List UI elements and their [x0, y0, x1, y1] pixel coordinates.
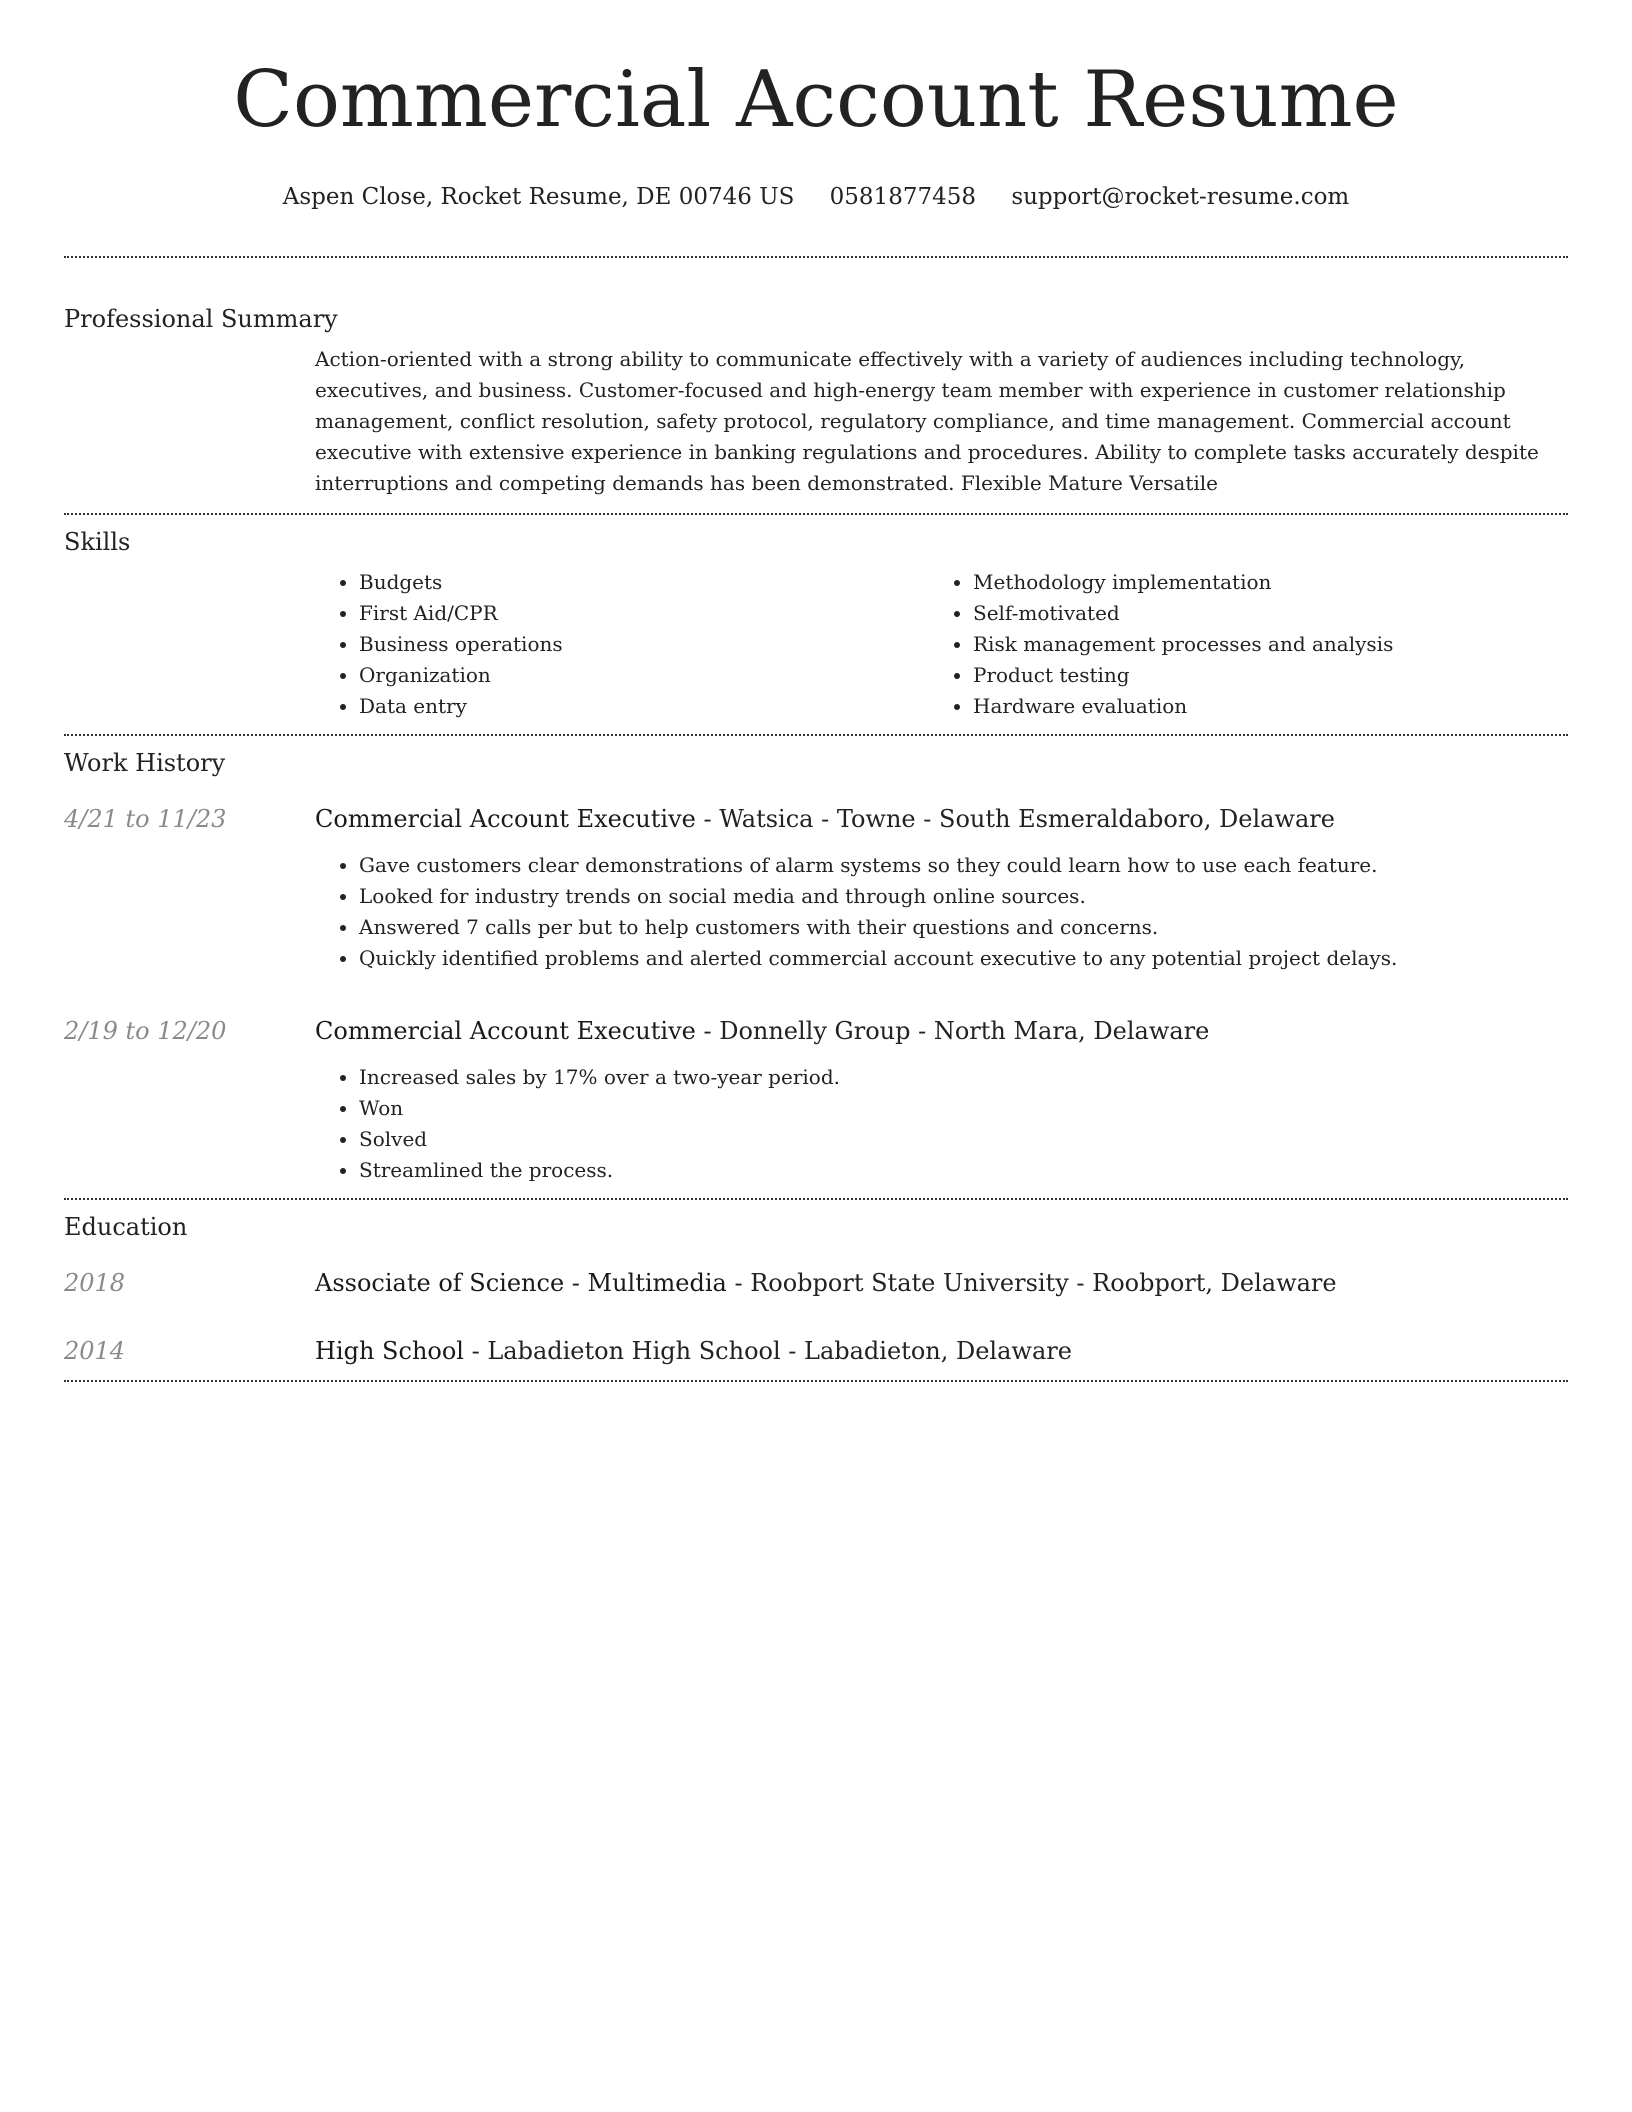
- resume-title: Commercial Account Resume: [233, 55, 1399, 145]
- skill-item: • Data entry: [359, 691, 929, 722]
- skill-item: • Hardware evaluation: [973, 691, 1543, 722]
- education-heading-line: [315, 1334, 1568, 1368]
- work-heading-line: [315, 802, 1568, 836]
- work-entry: [64, 1014, 1568, 1186]
- skill-item: • Budgets: [359, 567, 929, 598]
- summary-heading: Professional Summary: [64, 305, 338, 333]
- skill-item: • Product testing: [973, 660, 1543, 691]
- work-bullet: • Looked for industry trends on social media and through online sources.: [359, 881, 1568, 912]
- work-bullet: • Increased sales by 17% over a two-year period.: [359, 1062, 1568, 1093]
- contact-line: [64, 182, 1568, 212]
- skill-item: • Business operations: [359, 629, 929, 660]
- job-title: Commercial Account Executive: [315, 1017, 696, 1045]
- education-heading: Education: [64, 1213, 188, 1241]
- job-title: Commercial Account Executive: [315, 805, 696, 833]
- education-date: 2018: [64, 1269, 126, 1297]
- degree: Associate of Science - Multimedia: [315, 1269, 727, 1297]
- skills-column-left: [315, 567, 929, 722]
- work-heading-line: [315, 1014, 1568, 1048]
- school: - Labadieton High School - Labadieton, Delaware: [463, 1337, 1072, 1365]
- degree: High School: [315, 1337, 464, 1365]
- job-employer: - Donnelly Group - North Mara, Delaware: [695, 1017, 1210, 1045]
- summary-text: Action-oriented with a strong ability to communicate effectively with a variety of audiences including technology, executives, and business. Customer-focused and high-energy team member with experience in customer relationship management, conflict resolution, safety protocol, regulatory compliance, and time management. Commercial account executive with extensive experience in banking regulations and procedures. Ability to complete tasks accurately despite interruptions and competing demands has been demonstrated. Flexible Mature Versatile: [315, 347, 1539, 495]
- work-bullet: • Won: [359, 1093, 1568, 1124]
- work-date: 2/19 to 12/20: [64, 1017, 227, 1045]
- education-entry: [64, 1334, 1568, 1368]
- contact-address: Aspen Close, Rocket Resume, DE 00746 US: [282, 184, 795, 210]
- resume-page: [64, 0, 1568, 1382]
- skill-item: • Risk management processes and analysis: [973, 629, 1543, 660]
- skills-heading: Skills: [64, 528, 131, 556]
- work-bullets: [315, 1062, 1568, 1186]
- education-date: 2014: [64, 1337, 126, 1365]
- work-bullet: • Streamlined the process.: [359, 1155, 1568, 1186]
- skill-item: • First Aid/CPR: [359, 598, 929, 629]
- work-bullet: • Gave customers clear demonstrations of alarm systems so they could learn how to use each feature.: [359, 850, 1568, 881]
- skill-item: • Methodology implementation: [973, 567, 1543, 598]
- job-employer: - Watsica - Towne - South Esmeraldaboro, Delaware: [695, 805, 1335, 833]
- summary-section: [64, 258, 1568, 513]
- work-date: 4/21 to 11/23: [64, 805, 227, 833]
- education-heading-line: [315, 1266, 1568, 1300]
- contact-email: support@rocket-resume.com: [1011, 184, 1350, 210]
- education-section: [64, 1200, 1568, 1380]
- work-heading: Work History: [64, 749, 226, 777]
- section-divider: [64, 1380, 1568, 1382]
- work-section: [64, 736, 1568, 1198]
- skill-item: • Self-motivated: [973, 598, 1543, 629]
- skill-item: • Organization: [359, 660, 929, 691]
- work-bullet: • Answered 7 calls per but to help customers with their questions and concerns.: [359, 912, 1568, 943]
- work-bullet: • Quickly identified problems and alerted commercial account executive to any potential project delays.: [359, 943, 1568, 974]
- contact-phone: 0581877458: [829, 184, 976, 210]
- school: - Roobport State University - Roobport, Delaware: [726, 1269, 1337, 1297]
- education-entry: [64, 1266, 1568, 1300]
- work-entry: [64, 802, 1568, 974]
- work-bullet: • Solved: [359, 1124, 1568, 1155]
- skills-section: [64, 515, 1568, 734]
- work-bullets: [315, 850, 1568, 974]
- skills-list: [315, 567, 1568, 722]
- skills-column-right: [929, 567, 1543, 722]
